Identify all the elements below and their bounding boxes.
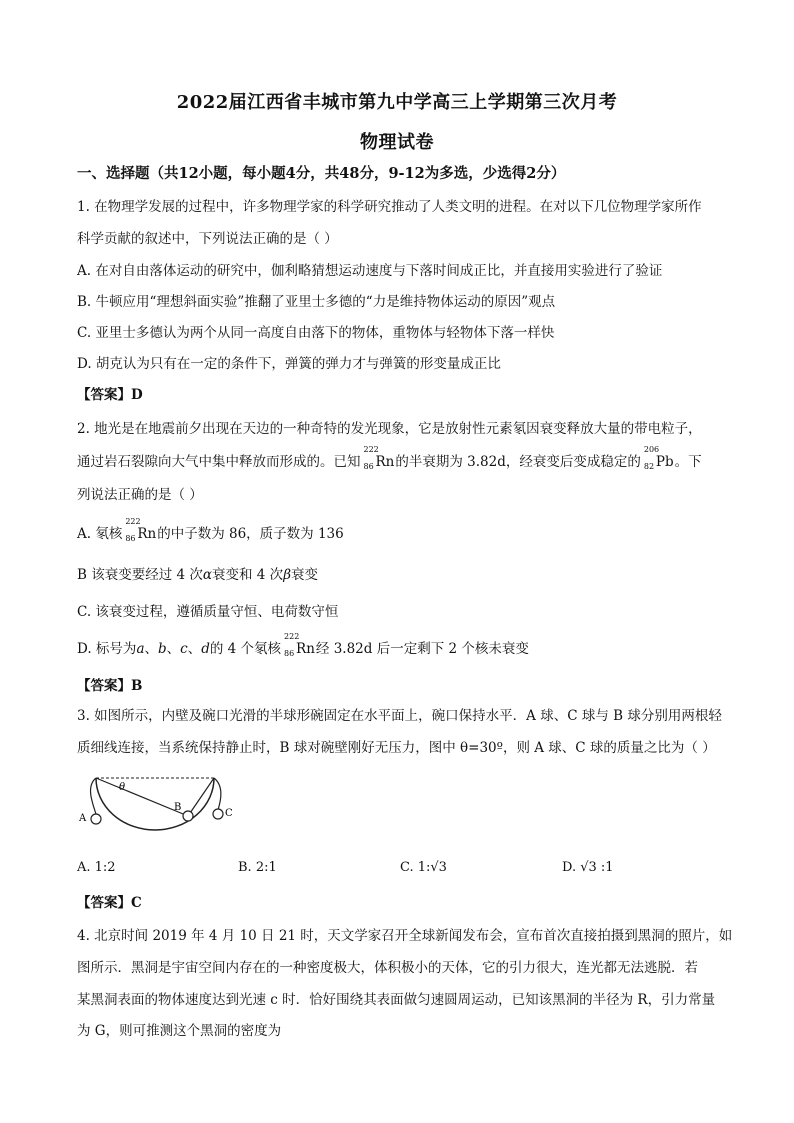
exam-subtitle: 物理试卷 [360, 132, 434, 153]
q1-option-b: B. 牛顿应用“理想斜面实验”推翻了亚里士多德的“力是维持物体运动的原因”观点 [77, 294, 556, 310]
q2-text: 的半衰期为 3.82d，经衰变后变成稳定的 [395, 454, 641, 470]
ball-b [183, 811, 193, 821]
q2-text: A. 氡核 [77, 526, 123, 542]
exam-title: 2022届江西省丰城市第九中学高三上学期第三次月考 [176, 92, 618, 113]
q3-option-d: D. √3 :1 [562, 860, 614, 875]
isotope-mass: 206 [643, 445, 660, 454]
radon-isotope [125, 517, 157, 543]
isotope-number: 86 [284, 649, 295, 658]
q2-text: 。下 [674, 454, 702, 470]
string-a [91, 778, 96, 814]
q2-stem-line3: 列说法正确的是（ ） [77, 487, 203, 503]
beta-symbol: β [283, 567, 291, 583]
q2-option-a [77, 517, 344, 543]
q4-stem-line4: 为 G，则可推测这个黑洞的密度为 [77, 1023, 282, 1039]
q3-option-c: C. 1:√3 [400, 860, 447, 875]
q2-text: 的 4 个氡核 [209, 641, 282, 657]
isotope-number: 86 [363, 462, 374, 471]
q1-stem-line2: 科学贡献的叙述中，下列说法正确的是（ ） [77, 231, 338, 247]
q2-option-c: C. 该衰变过程，遵循质量守恒、电荷数守恒 [77, 604, 339, 620]
q2-stem-line2 [77, 445, 702, 471]
section-heading: 一、选择题（共12小题，每小题4分，共48分，9-12为多选，少选得2分） [77, 165, 566, 182]
q1-option-d: D. 胡克认为只有在一定的条件下，弹簧的弹力才与弹簧的形变量成正比 [77, 356, 501, 372]
q2-text: 通过岩石裂隙向大气中集中释放而形成的。已知 [77, 454, 361, 470]
q1-answer: 【答案】D [77, 387, 143, 403]
q4-stem-line2: 图所示．黑洞是宇宙空间内存在的一种密度极大，体积极小的天体，它的引力很大，连光都无法逃脱．若 [77, 960, 698, 976]
separator: 、 [166, 641, 181, 657]
isotope-symbol: Rn [375, 454, 395, 470]
ball-a [91, 814, 101, 824]
label-d: d [201, 641, 210, 657]
q3-option-b: B. 2:1 [238, 860, 277, 875]
q1-stem-line1: 1. 在物理学发展的过程中，许多物理学家的科学研究推动了人类文明的进程。在对以下几位物理学家所作 [77, 199, 702, 215]
q2-text: B 该衰变要经过 4 次 [77, 567, 203, 583]
q4-stem-line1: 4. 北京时间 2019 年 4 月 10 日 21 时，天文学家召开全球新闻发布会，宣布首次直接拍摄到黑洞的照片，如 [77, 928, 733, 944]
q3-option-a: A. 1:2 [77, 860, 116, 875]
isotope-symbol: Rn [296, 641, 315, 657]
q3-answer: 【答案】C [77, 895, 142, 911]
theta-label: θ [119, 782, 126, 793]
label-c: c [180, 641, 188, 657]
isotope-number: 86 [125, 534, 136, 543]
radon-isotope [363, 445, 395, 471]
q4-stem-line3: 某黑洞表面的物体速度达到光速 c 时．恰好围绕其表面做匀速圆周运动，已知该黑洞的半径为 R，引力常量 [77, 992, 716, 1008]
isotope-mass: 222 [363, 445, 379, 454]
q3-stem-line1: 3. 如图所示，内壁及碗口光滑的半球形碗固定在水平面上，碗口保持水平．A 球、C 球与 B 球分别用两根轻 [77, 708, 722, 724]
ball-c [213, 809, 223, 819]
isotope-symbol: Pb [655, 454, 674, 470]
lead-isotope [643, 445, 674, 471]
q2-stem-line1: 2. 地光是在地震前夕出现在天边的一种奇特的发光现象，它是放射性元素氡因衰变释放大量的带电粒子， [77, 421, 702, 437]
separator: 、 [144, 641, 158, 657]
label-a: A [79, 813, 87, 824]
label-c: C [225, 808, 233, 819]
string-c [214, 778, 221, 810]
isotope-mass: 222 [125, 517, 141, 526]
q2-text: 的中子数为 86，质子数为 136 [157, 526, 344, 542]
label-b: B [174, 802, 182, 813]
label-b: b [158, 641, 167, 657]
q1-option-c: C. 亚里士多德认为两个从同一高度自由落下的物体，重物体与轻物体下落一样快 [77, 325, 555, 341]
radon-isotope [284, 632, 315, 658]
separator: 、 [187, 641, 202, 657]
isotope-symbol: Rn [137, 526, 157, 542]
q2-text: 经 3.82d 后一定剩下 2 个核未衰变 [315, 641, 529, 657]
isotope-mass: 222 [284, 632, 300, 641]
alpha-symbol: α [202, 567, 213, 583]
q2-option-d [77, 632, 529, 658]
q2-text: D. 标号为 [77, 641, 137, 657]
q2-text: 衰变和 4 次 [212, 567, 284, 583]
bowl-figure [76, 772, 236, 832]
q2-text: 衰变 [291, 567, 318, 583]
q2-answer: 【答案】B [77, 678, 143, 694]
q2-option-b [77, 566, 318, 584]
isotope-number: 82 [643, 462, 655, 471]
q3-stem-line2: 质细线连接，当系统保持静止时，B 球对碗壁刚好无压力，图中 θ=30º，则 A 球、C 球的质量之比为（ ） [77, 740, 716, 756]
q1-option-a: A. 在对自由落体运动的研究中，伽利略猜想运动速度与下落时间成正比，并直接用实验进行了验证 [77, 263, 663, 279]
label-a: a [136, 641, 145, 657]
